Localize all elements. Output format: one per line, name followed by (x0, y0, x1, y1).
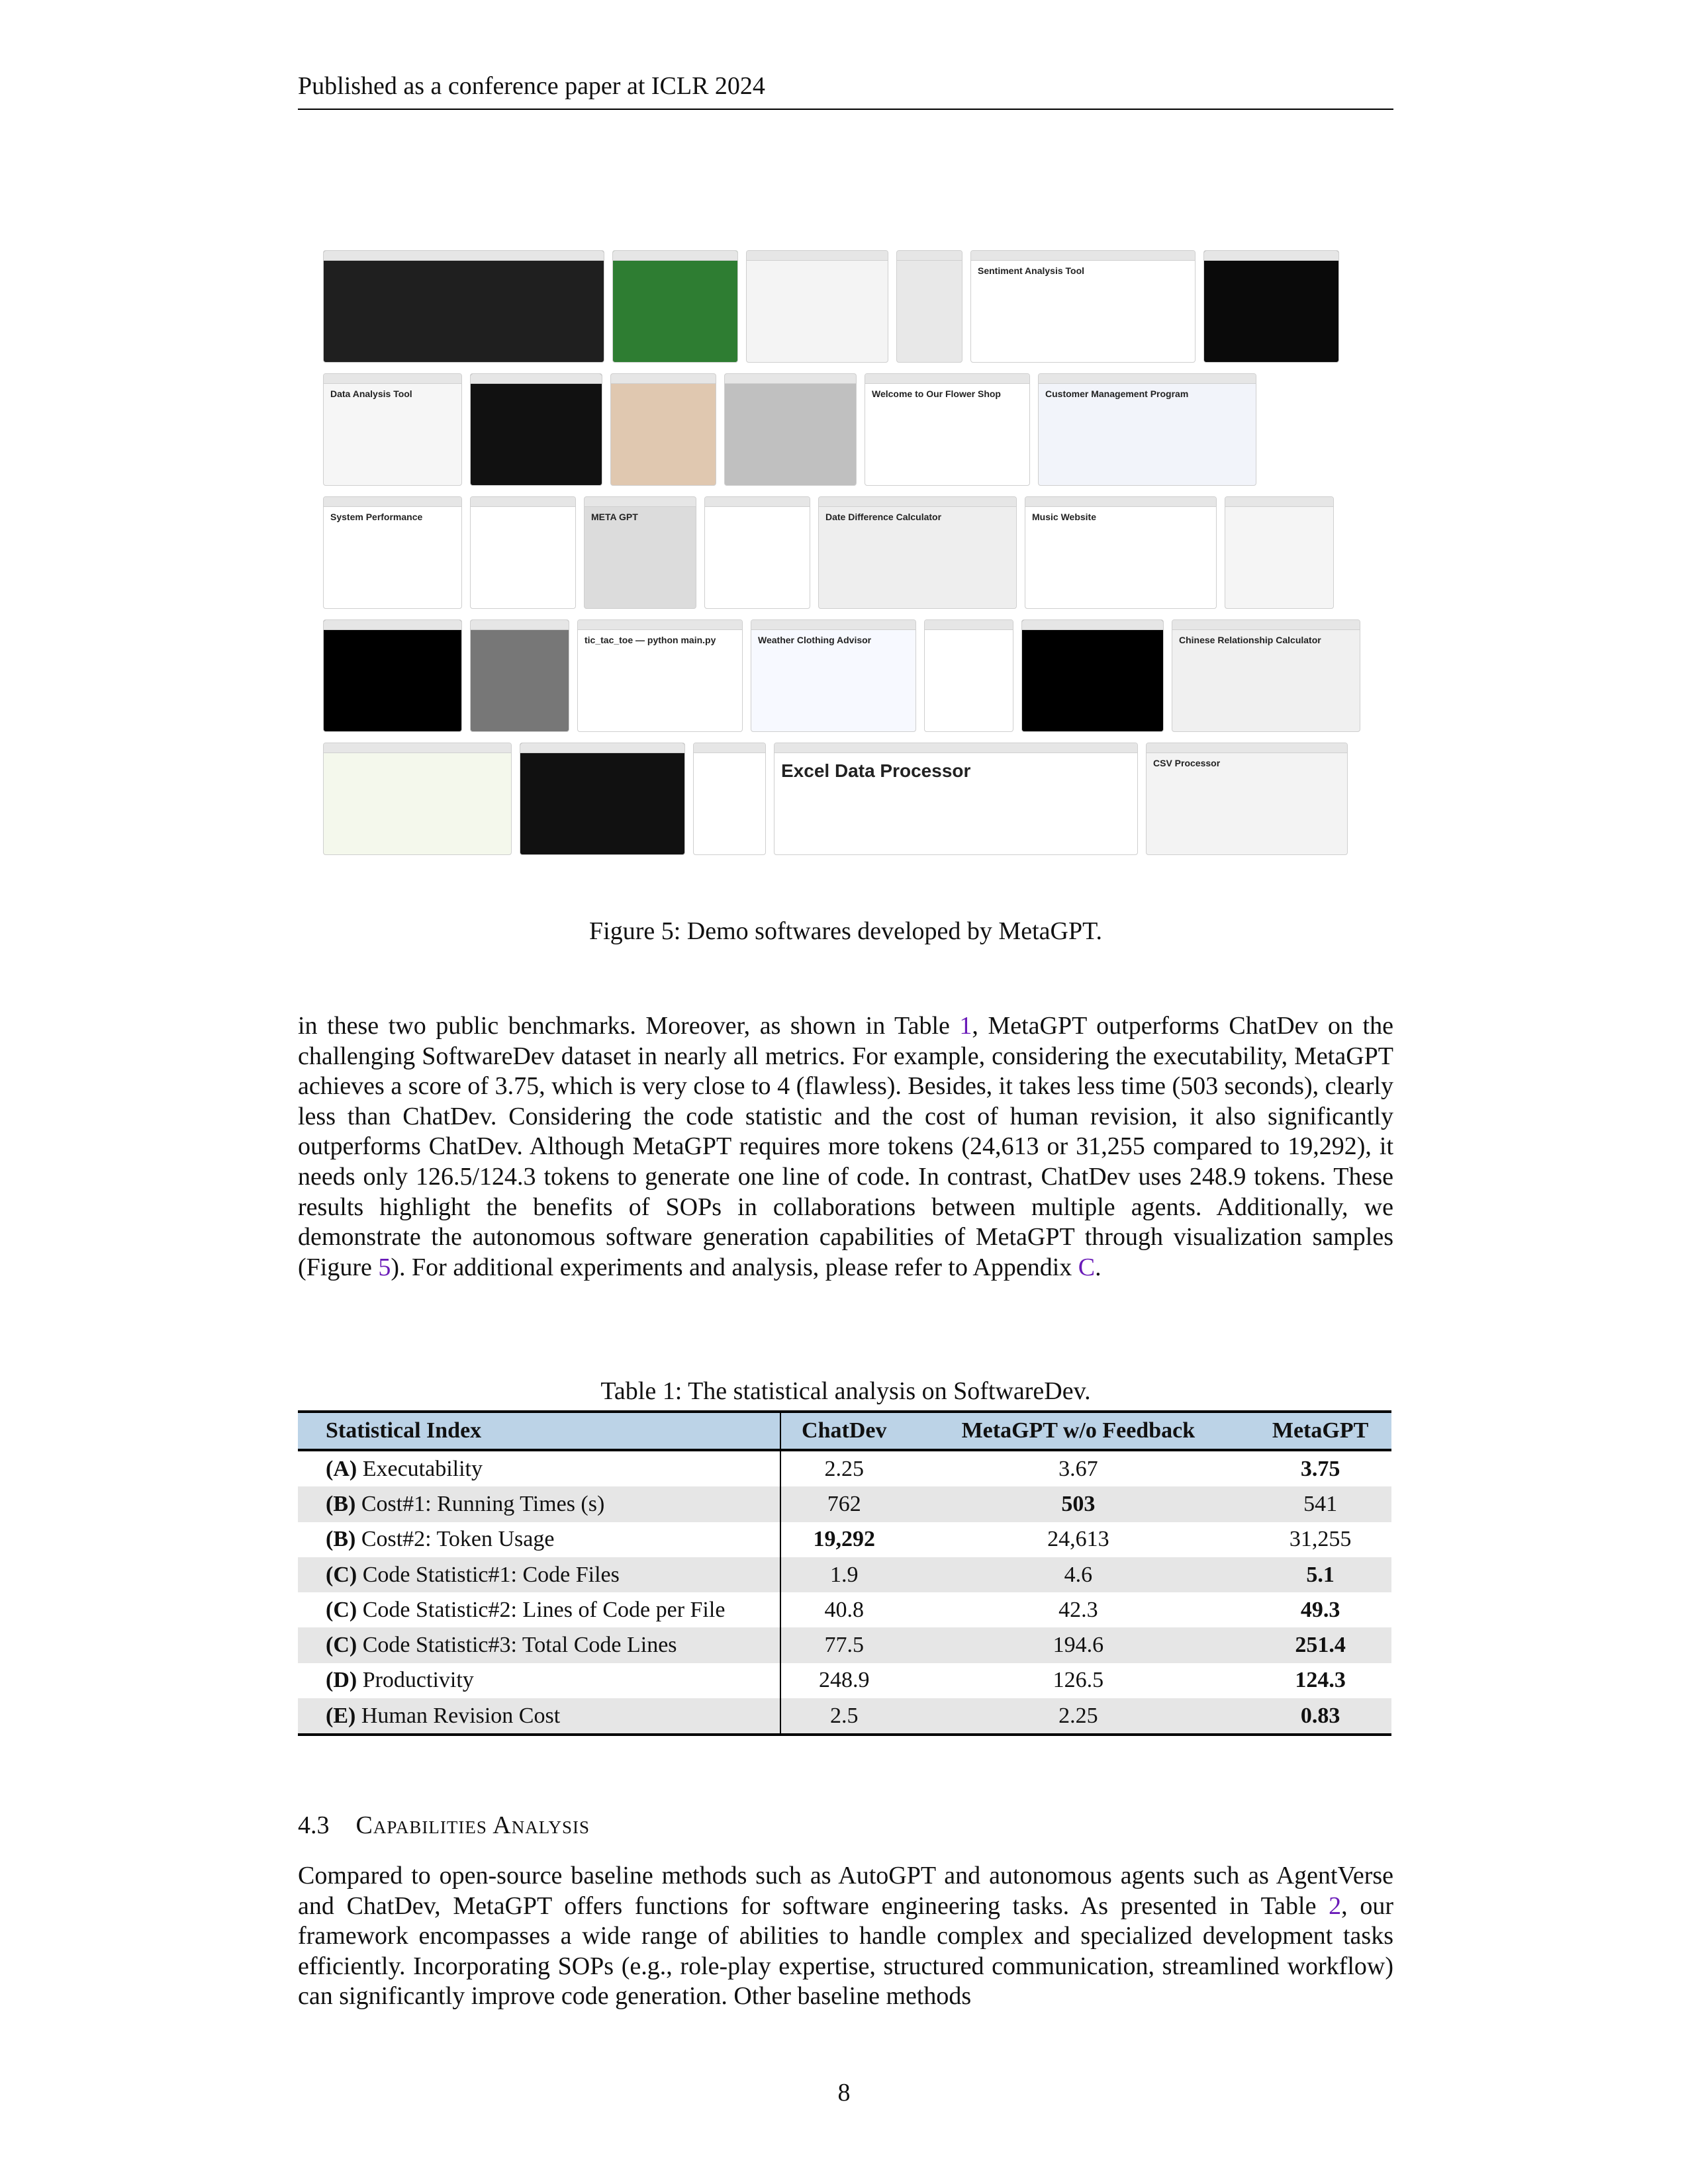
cross-reference-link[interactable]: 2 (1329, 1891, 1342, 1920)
table-cell: 3.67 (1058, 1456, 1098, 1481)
demo-software-figure (323, 250, 1369, 860)
demo-screenshot (1146, 743, 1348, 855)
demo-screenshot (323, 496, 462, 609)
demo-screenshot (1025, 496, 1217, 609)
screenshot-title: Weather Clothing Advisor (758, 635, 872, 645)
screenshot-title: Sentiment Analysis Tool (978, 265, 1085, 276)
table-caption: Table 1: The statistical analysis on SoftwareDev. (600, 1377, 1091, 1405)
demo-screenshot (1021, 619, 1164, 732)
table-cell: 19,292 (813, 1527, 875, 1552)
window-titlebar (578, 620, 742, 630)
header-statistical-index: Statistical Index (298, 1412, 780, 1450)
demo-screenshot (577, 619, 743, 732)
body-paragraph-2 (298, 1861, 1393, 2012)
demo-screenshot (323, 743, 512, 855)
row-metric-name: Cost#2: Token Usage (355, 1527, 555, 1552)
table-row (298, 1557, 1391, 1592)
screenshot-title: Data Analysis Tool (330, 388, 412, 399)
figure-row-3 (323, 496, 1334, 609)
window-titlebar (324, 743, 511, 753)
demo-screenshot (1038, 373, 1256, 486)
row-category-tag: (B) (326, 1527, 356, 1552)
cross-reference-link[interactable]: C (1078, 1253, 1096, 1281)
row-category-tag: (C) (326, 1597, 357, 1622)
demo-screenshot (470, 619, 569, 732)
screenshot-title: CSV Processor (1153, 758, 1221, 768)
table-cell: 4.6 (908, 1557, 1250, 1592)
demo-screenshot (1203, 250, 1339, 363)
demo-screenshot (704, 496, 810, 609)
paragraph-text: . (1095, 1253, 1102, 1281)
window-titlebar (925, 620, 1013, 630)
demo-screenshot (724, 373, 857, 486)
paragraph-text: , our framework encompasses a wide range of abilities to handle complex and specialized development tasks efficiently. Incorporating SOPs (e.g., role-play expertise, structured communication, streamlined workflow) can significantly improve code generation. Other baseline methods (298, 1891, 1394, 2011)
demo-screenshot (470, 373, 602, 486)
header-metagpt: MetaGPT (1249, 1412, 1391, 1450)
row-category-tag: (C) (326, 1562, 357, 1587)
table-cell: 77.5 (780, 1627, 908, 1662)
paragraph-text: ). For additional experiments and analysis, please refer to Appendix (391, 1253, 1078, 1281)
table-cell: 5.1 (1249, 1557, 1391, 1592)
cross-reference-link[interactable]: 5 (378, 1253, 391, 1281)
figure-caption: Figure 5: Demo softwares developed by MetaGPT. (589, 917, 1102, 945)
demo-screenshot (323, 619, 462, 732)
window-titlebar (705, 497, 810, 507)
paragraph-text: in these two public benchmarks. Moreover, as shown in Table (298, 1012, 960, 1040)
demo-screenshot (970, 250, 1196, 363)
row-category-tag: (C) (326, 1633, 357, 1658)
figure-row-5 (323, 743, 1348, 855)
window-titlebar (1025, 497, 1216, 507)
window-titlebar (471, 497, 575, 507)
table-cell: 31,255 (1289, 1527, 1352, 1552)
page-number: 8 (837, 2079, 851, 2107)
demo-screenshot (896, 250, 962, 363)
table-cell: 3.75 (1300, 1456, 1340, 1481)
table-row (298, 1627, 1391, 1662)
window-titlebar (324, 620, 461, 630)
screenshot-title: META GPT (591, 512, 638, 522)
screenshot-title: Excel Data Processor (781, 760, 971, 781)
row-metric-name: Cost#1: Running Times (s) (355, 1491, 605, 1516)
table-cell: 2.25 (824, 1456, 864, 1481)
table-cell: 49.3 (1300, 1597, 1340, 1622)
demo-screenshot (924, 619, 1013, 732)
window-titlebar (865, 374, 1029, 384)
window-titlebar (1172, 620, 1360, 630)
row-label (298, 1486, 780, 1522)
table-row (298, 1663, 1391, 1698)
row-label (298, 1450, 780, 1486)
table-header-row (298, 1412, 1391, 1450)
row-label (298, 1557, 780, 1592)
table-cell: 40.8 (824, 1597, 864, 1622)
table-cell: 2.5 (780, 1698, 908, 1735)
row-metric-name: Code Statistic#2: Lines of Code per File (357, 1597, 726, 1622)
row-label (298, 1522, 780, 1557)
row-metric-name: Productivity (357, 1668, 474, 1693)
demo-screenshot (693, 743, 766, 855)
demo-screenshot (865, 373, 1030, 486)
window-titlebar (774, 743, 1137, 753)
screenshot-title: System Performance (330, 512, 423, 522)
window-titlebar (611, 374, 716, 384)
row-metric-name: Code Statistic#1: Code Files (357, 1562, 620, 1587)
table-cell: 124.3 (1295, 1668, 1346, 1693)
cross-reference-link[interactable]: 1 (959, 1012, 972, 1040)
window-titlebar (1147, 743, 1347, 753)
paragraph-text: Compared to open-source baseline methods such as AutoGPT and autonomous agents such as AgentVerse and ChatDev, MetaGPT offers functions for software engineering tasks. As presented in Table (298, 1862, 1393, 1920)
window-titlebar (324, 251, 604, 261)
row-metric-name: Human Revision Cost (355, 1703, 561, 1728)
window-titlebar (971, 251, 1195, 261)
demo-screenshot (610, 373, 716, 486)
window-titlebar (1022, 620, 1163, 630)
row-label (298, 1627, 780, 1662)
demo-screenshot (746, 250, 888, 363)
screenshot-title: Welcome to Our Flower Shop (872, 388, 1001, 399)
row-metric-name: Executability (357, 1456, 483, 1481)
demo-screenshot (1225, 496, 1334, 609)
table-cell: 24,613 (1047, 1527, 1109, 1552)
table-cell: 503 (908, 1486, 1250, 1522)
table-cell: 541 (1249, 1486, 1391, 1522)
window-titlebar (471, 374, 602, 384)
header-chatdev: ChatDev (780, 1412, 908, 1450)
window-titlebar (747, 251, 888, 261)
screenshot-title: Customer Management Program (1045, 388, 1189, 399)
row-metric-name: Code Statistic#3: Total Code Lines (357, 1633, 677, 1658)
window-titlebar (324, 497, 461, 507)
window-titlebar (694, 743, 765, 753)
table-row (298, 1522, 1391, 1557)
demo-screenshot (774, 743, 1138, 855)
section-title: Capabilities Analysis (355, 1811, 590, 1839)
table-cell: 251.4 (1249, 1627, 1391, 1662)
row-category-tag: (D) (326, 1668, 357, 1693)
table-cell: 1.9 (780, 1557, 908, 1592)
demo-screenshot (323, 250, 604, 363)
table-cell: 126.5 (1053, 1668, 1104, 1693)
table-cell: 2.25 (908, 1698, 1250, 1735)
table-row (298, 1450, 1391, 1486)
row-category-tag: (E) (326, 1703, 356, 1728)
screenshot-title: tic_tac_toe — python main.py (585, 635, 716, 645)
screenshot-title: Chinese Relationship Calculator (1179, 635, 1321, 645)
table-cell: 42.3 (1058, 1597, 1098, 1622)
window-titlebar (751, 620, 915, 630)
window-titlebar (1039, 374, 1256, 384)
demo-screenshot (470, 496, 576, 609)
row-label (298, 1663, 780, 1698)
demo-screenshot (520, 743, 685, 855)
section-heading (298, 1811, 590, 1840)
window-titlebar (471, 620, 569, 630)
row-label (298, 1698, 780, 1735)
screenshot-title: Music Website (1032, 512, 1096, 522)
window-titlebar (520, 743, 684, 753)
demo-screenshot (323, 373, 462, 486)
running-header: Published as a conference paper at ICLR 2024 (298, 71, 1393, 110)
table-cell: 248.9 (819, 1668, 870, 1693)
demo-screenshot (818, 496, 1017, 609)
figure-row-4 (323, 619, 1360, 732)
table-cell: 194.6 (908, 1627, 1250, 1662)
demo-screenshot (1172, 619, 1360, 732)
demo-screenshot (584, 496, 696, 609)
header-metagpt-wo-feedback: MetaGPT w/o Feedback (908, 1412, 1250, 1450)
section-number: 4.3 (298, 1811, 330, 1839)
row-label (298, 1592, 780, 1627)
figure-row-1 (323, 250, 1339, 363)
statistical-analysis-table (298, 1410, 1391, 1736)
demo-screenshot (751, 619, 916, 732)
window-titlebar (324, 374, 461, 384)
paragraph-text: , MetaGPT outperforms ChatDev on the challenging SoftwareDev dataset in nearly all metrics. For example, considering the executability, MetaGPT achieves a score of 3.75, which is very close to 4 (flawless). Besides, it takes less time (503 seconds), clearly less than ChatDev. Considering the code statistic and the cost of human revision, it also significantly outperforms ChatDev. Although MetaGPT requires more tokens (24,613 or 31,255 compared to 19,292), it needs only 126.5/124.3 tokens to generate one line of code. In contrast, ChatDev uses 248.9 tokens. These results highlight the benefits of SOPs in collaborations between multiple agents. Additionally, we demonstrate the autonomous software generation capabilities of MetaGPT through visualization samples (Figure (298, 1012, 1393, 1281)
table-cell: 762 (780, 1486, 908, 1522)
screenshot-title: Date Difference Calculator (825, 512, 942, 522)
body-paragraph-1 (298, 1011, 1393, 1283)
row-category-tag: (B) (326, 1491, 356, 1516)
row-category-tag: (A) (326, 1456, 357, 1481)
table-row (298, 1592, 1391, 1627)
window-titlebar (1225, 497, 1333, 507)
figure-row-2 (323, 373, 1256, 486)
window-titlebar (897, 251, 962, 261)
table-cell: 0.83 (1249, 1698, 1391, 1735)
demo-screenshot (612, 250, 738, 363)
table-row (298, 1698, 1391, 1735)
window-titlebar (1204, 251, 1338, 261)
window-titlebar (613, 251, 737, 261)
window-titlebar (725, 374, 856, 384)
window-titlebar (819, 497, 1016, 507)
table-row (298, 1486, 1391, 1522)
window-titlebar (585, 497, 696, 507)
